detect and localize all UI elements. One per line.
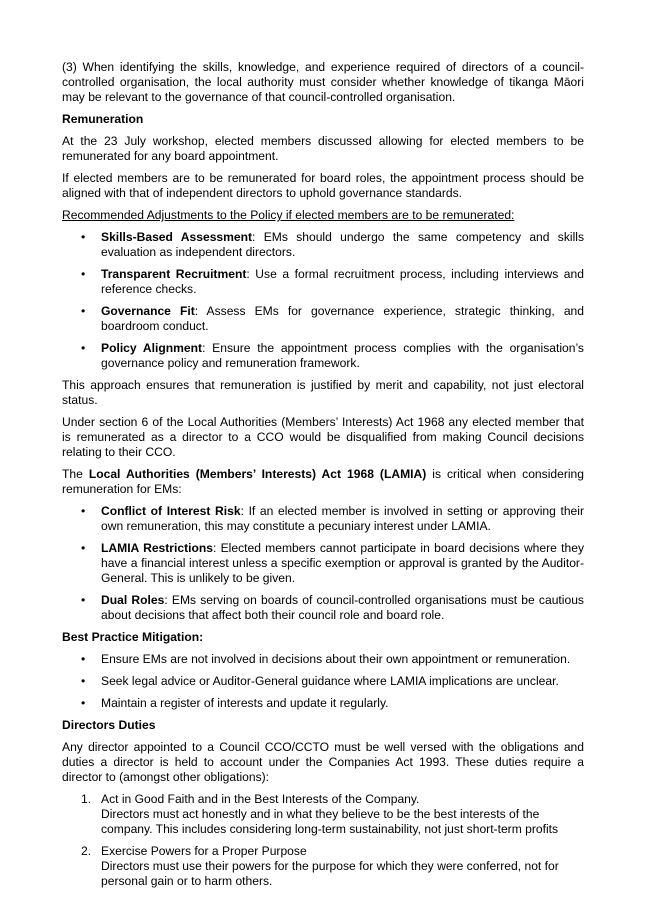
item-line-1: Directors must use their powers for the purpose for which they were conferred, not for — [101, 859, 559, 873]
duties-list — [62, 792, 584, 889]
bullet-icon: • — [81, 674, 86, 688]
item-text: Ensure EMs are not involved in decisions about their own appointment or remuneration. — [101, 652, 571, 666]
directors-duties-heading: Directors Duties — [62, 718, 156, 732]
lamia-pre: The — [62, 467, 89, 481]
item-term: Conflict of Interest Risk — [101, 504, 241, 518]
item-number: 1. — [81, 792, 92, 806]
item-text: Seek legal advice or Auditor-General guidance where LAMIA implications are unclear. — [101, 674, 559, 688]
item-text: Maintain a register of interests and update it regularly. — [101, 696, 389, 710]
item-text: : Elected members cannot participate in board decisions where they have a financial interest unless a specific exemption or approval is granted by the Auditor-General. This is unlikely to be given. — [101, 541, 584, 585]
item-term: Dual Roles — [101, 593, 165, 607]
list-item — [62, 844, 584, 889]
item-term: Transparent Recruitment — [101, 267, 247, 281]
bullet-icon: • — [81, 593, 86, 607]
list-item — [62, 541, 584, 586]
list-item — [62, 267, 584, 297]
remuneration-heading: Remuneration — [62, 112, 144, 126]
lamia-post: is critical when considering remuneration for EMs: — [62, 467, 584, 496]
item-text: : Use a formal recruitment process, including interviews and reference checks. — [101, 267, 584, 296]
item-line-2: personal gain or to harm others. — [101, 874, 273, 888]
item-text: : Assess EMs for governance experience, strategic thinking, and boardroom conduct. — [101, 304, 584, 333]
recommended-adjustments-heading: Recommended Adjustments to the Policy if elected members are to be remunerated: — [62, 208, 515, 222]
list-item — [62, 504, 584, 534]
item-term: Policy Alignment — [101, 341, 203, 355]
list-item — [62, 341, 584, 371]
item-title: Act in Good Faith and in the Best Interests of the Company. — [101, 792, 420, 806]
list-item — [62, 230, 584, 260]
bullet-icon: • — [81, 267, 86, 281]
remuneration-para-2: If elected members are to be remunerated for board roles, the appointment process should be aligned with that of independent directors to uphold governance standards. — [62, 171, 584, 200]
lamia-act-name: Local Authorities (Members’ Interests) Act 1968 (LAMIA) — [88, 467, 427, 481]
recommendations-list — [62, 230, 584, 371]
lamia-list — [62, 504, 584, 623]
intro-paragraph: (3) When identifying the skills, knowledge, and experience required of directors of a council-controlled organisation, the local authority must consider whether knowledge of tikanga Māori may be relevant to the governance of that council-controlled organisation. — [62, 60, 584, 104]
item-text: : EMs should undergo the same competency and skills evaluation as independent directors. — [101, 230, 585, 259]
item-line-2: company. This includes considering long-term sustainability, not just short-term profits — [101, 822, 559, 836]
remuneration-para-1: At the 23 July workshop, elected members discussed allowing for elected members to be remunerated for any board appointment. — [62, 134, 584, 163]
list-item — [62, 696, 584, 711]
bullet-icon: • — [81, 652, 86, 666]
list-item — [62, 652, 584, 667]
item-term: LAMIA Restrictions — [101, 541, 213, 555]
remuneration-para-3: This approach ensures that remuneration is justified by merit and capability, not just electoral status. — [62, 378, 584, 407]
item-text: : If an elected member is involved in setting or approving their own remuneration, this may constitute a pecuniary interest under LAMIA. — [101, 504, 584, 533]
remuneration-para-4: Under section 6 of the Local Authorities (Members’ Interests) Act 1968 any elected member that is remunerated as a director to a CCO would be disqualified from making Council decisions relating to their CCO. — [62, 415, 584, 459]
item-text: : Ensure the appointment process complies with the organisation’s governance policy and remuneration framework. — [101, 341, 584, 370]
list-item — [62, 674, 584, 689]
bullet-icon: • — [81, 504, 86, 518]
mitigation-heading: Best Practice Mitigation: — [62, 630, 204, 644]
item-term: Governance Fit — [101, 304, 195, 318]
list-item — [62, 593, 584, 623]
bullet-icon: • — [81, 304, 86, 318]
list-item — [62, 792, 584, 837]
item-term: Skills-Based Assessment — [101, 230, 253, 244]
bullet-icon: • — [81, 230, 86, 244]
item-line-1: Directors must act honestly and in what they believe to be the best interests of the — [101, 807, 540, 821]
list-item — [62, 304, 584, 334]
item-title: Exercise Powers for a Proper Purpose — [101, 844, 307, 858]
directors-duties-para: Any director appointed to a Council CCO/CCTO must be well versed with the obligations and duties a director is held to account under the Companies Act 1993. These duties require a director to (amongst other obligations): — [62, 740, 584, 784]
item-number: 2. — [81, 844, 92, 858]
bullet-icon: • — [81, 696, 86, 710]
lamia-intro — [62, 467, 584, 497]
bullet-icon: • — [81, 341, 86, 355]
mitigation-list — [62, 652, 584, 711]
item-text: : EMs serving on boards of council-controlled organisations must be cautious about decisions that affect both their council role and board role. — [101, 593, 584, 622]
bullet-icon: • — [81, 541, 86, 555]
document-page — [62, 60, 584, 896]
